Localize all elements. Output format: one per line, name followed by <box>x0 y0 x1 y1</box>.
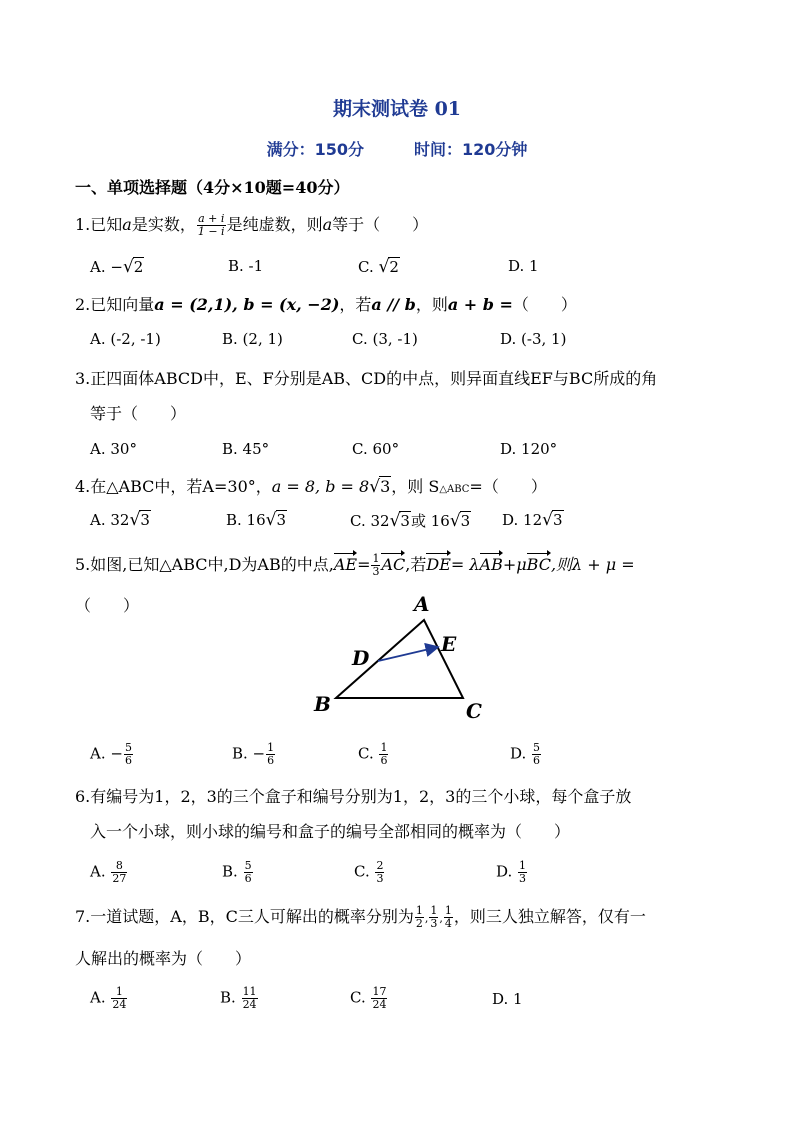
fraction <box>444 905 453 930</box>
numerator: 1 <box>111 986 127 999</box>
opt-label: A. 32 <box>90 511 130 529</box>
radicand: 3 <box>552 511 563 529</box>
subscript: △ABC <box>439 484 470 495</box>
opt-label: B. − <box>232 744 266 763</box>
q1-option-a <box>90 257 144 277</box>
exam-info <box>0 137 794 160</box>
math-expr: a // b <box>371 295 416 314</box>
fraction <box>371 986 387 1011</box>
q6-option-a <box>90 860 128 885</box>
question-5-line-2: （ ） <box>75 596 140 615</box>
q-text: 是纯虚数，则 <box>226 215 323 234</box>
opt-label: A. − <box>90 744 123 763</box>
fraction <box>111 860 127 885</box>
denominator: 6 <box>267 754 275 767</box>
opt-label: D. 12 <box>502 511 543 529</box>
numerator: 5 <box>533 741 541 754</box>
numerator: 1 <box>267 741 275 754</box>
q-text: 是实数， <box>131 215 196 234</box>
fraction <box>197 213 226 238</box>
section-heading: 一、单项选择题（4分×10题=40分） <box>75 178 350 197</box>
opt-label: A. <box>90 862 111 881</box>
q-text: 7.一道试题，A，B，C三人可解出的概率分别为 <box>75 907 414 926</box>
fraction <box>124 742 133 767</box>
denominator: 4 <box>444 917 452 930</box>
radicand: 3 <box>460 512 471 530</box>
label-b: B <box>314 692 331 716</box>
opt-label: C. <box>350 988 371 1007</box>
numerator: 1 <box>519 859 527 872</box>
q2-option-a: A. (-2, -1) <box>90 330 161 348</box>
denominator: 6 <box>244 872 252 885</box>
q5-option-b <box>232 742 276 767</box>
q4-option-a <box>90 510 151 530</box>
q6-option-c <box>354 860 385 885</box>
q1-option-d: D. 1 <box>508 257 539 275</box>
numerator: 5 <box>244 859 252 872</box>
fraction <box>242 986 258 1011</box>
q-text: ，则 <box>415 295 448 314</box>
radical-sign: √ <box>122 257 134 277</box>
radical-sign: √ <box>369 477 381 497</box>
q-text: 等于（ ） <box>332 215 429 234</box>
var-a: a <box>322 215 333 234</box>
vector-ae: AE <box>333 555 358 574</box>
numerator: 5 <box>124 741 132 754</box>
q3-option-d: D. 120° <box>500 440 558 458</box>
q-text: ,若 <box>405 555 427 574</box>
question-3-line-1: 3.正四面体ABCD中，E、F分别是AB、CD的中点，则异面直线EF与BC所成的角 <box>75 369 658 388</box>
numerator: 1 <box>430 904 438 917</box>
var-a: a <box>122 215 132 234</box>
denominator: 3 <box>372 565 380 578</box>
math-expr: a = 8, b = 8 <box>271 477 370 496</box>
q-text: 4.在△ABC中，若A=30°， <box>75 477 272 496</box>
opt-label: B. 16 <box>226 511 266 529</box>
q7-option-d: D. 1 <box>492 990 523 1008</box>
math-expr: a = (2,1), b = (x, −2) <box>154 295 340 314</box>
denominator: 6 <box>380 754 388 767</box>
q2-option-d: D. (-3, 1) <box>500 330 567 348</box>
denominator: 24 <box>112 998 127 1011</box>
question-3-line-2: 等于（ ） <box>90 404 187 423</box>
question-7-line-2: 人解出的概率为（ ） <box>75 949 252 968</box>
opt-label: A. <box>90 988 111 1007</box>
numerator: 8 <box>111 860 127 873</box>
question-1 <box>75 212 428 238</box>
label-a: A <box>414 592 430 616</box>
fraction <box>429 905 438 930</box>
radical-sign: √ <box>449 511 461 531</box>
vector-ac: AC <box>381 555 406 574</box>
radical-sign: √ <box>265 510 277 530</box>
numerator: 2 <box>376 859 384 872</box>
q5-option-a <box>90 742 134 767</box>
q2-option-c: C. (3, -1) <box>352 330 418 348</box>
triangle-figure <box>300 585 520 730</box>
radical-sign: √ <box>378 257 390 277</box>
comma: , <box>424 912 429 925</box>
opt-label: C. <box>358 744 379 763</box>
q-text: ，若 <box>339 295 372 314</box>
full-score: 满分：150分 <box>266 140 364 159</box>
q-text: 5.如图,已知△ABC中,D为AB的中点, <box>75 555 334 574</box>
opt-label: B. <box>220 988 241 1007</box>
q1-option-b: B. -1 <box>228 257 264 275</box>
fraction <box>518 860 527 885</box>
fraction <box>379 742 388 767</box>
q5-option-c <box>358 742 389 767</box>
q-text: ,则λ + μ = <box>550 555 635 574</box>
radicand: 3 <box>140 511 150 529</box>
radicand: 2 <box>389 258 399 276</box>
q1-option-c <box>358 257 400 277</box>
numerator: 1 <box>372 552 380 565</box>
denominator: 24 <box>372 998 387 1011</box>
q7-option-b <box>220 986 259 1011</box>
question-6-line-2: 入一个小球，则小球的编号和盒子的编号全部相同的概率为（ ） <box>90 822 571 841</box>
denominator: 6 <box>124 754 132 767</box>
denominator: 27 <box>112 872 127 885</box>
q4-option-c <box>350 510 471 531</box>
fraction <box>532 742 541 767</box>
denominator: 3 <box>430 917 438 930</box>
radical-sign: √ <box>389 511 401 531</box>
vector-bc: BC <box>526 555 551 574</box>
radicand: 3 <box>276 511 287 529</box>
q-text: =（ ） <box>469 477 547 496</box>
fraction <box>415 905 424 930</box>
q-text: 已知向量 <box>90 295 155 314</box>
q-text: 已知 <box>90 215 123 234</box>
comma: , <box>439 912 443 925</box>
q-text: ，则 S <box>391 477 440 496</box>
question-4 <box>75 474 547 497</box>
denominator: 24 <box>242 998 257 1011</box>
opt-label: C. <box>354 862 375 881</box>
math-expr: a + b = <box>447 295 513 314</box>
q4-option-d <box>502 510 564 530</box>
q7-option-c <box>350 986 388 1011</box>
denominator: 2 <box>415 917 423 930</box>
question-7-line-1 <box>75 904 646 930</box>
q-text: （ ） <box>512 295 577 314</box>
q4-option-b <box>226 510 287 530</box>
q3-option-c: C. 60° <box>352 440 400 458</box>
q5-option-d <box>510 742 542 767</box>
fraction <box>371 553 380 578</box>
question-5 <box>75 552 635 578</box>
fraction <box>375 860 384 885</box>
question-2 <box>75 292 577 315</box>
numerator: 1 <box>444 904 452 917</box>
label-d: D <box>352 646 370 670</box>
q3-option-a: A. 30° <box>90 440 137 458</box>
label-c: C <box>466 699 482 723</box>
denominator: 6 <box>533 754 541 767</box>
numerator: 1 <box>380 741 388 754</box>
fraction <box>244 860 253 885</box>
q6-option-b <box>222 860 254 885</box>
numerator: 11 <box>242 985 257 998</box>
q-num: 2. <box>75 295 91 314</box>
question-6-line-1: 6.有编号为1，2，3的三个盒子和编号分别为1，2，3的三个小球，每个盒子放 <box>75 787 632 806</box>
opt-label: B. <box>222 862 243 881</box>
vector-ab: AB <box>479 555 503 574</box>
opt-label: 或 16 <box>410 512 450 530</box>
vector-de: DE <box>426 555 451 574</box>
exam-time: 时间：120分钟 <box>414 140 528 159</box>
radicand: 3 <box>400 512 410 530</box>
q-text: +μ <box>502 555 527 574</box>
radical-sign: √ <box>129 510 141 530</box>
q-text: = λ <box>450 555 480 574</box>
opt-label: C. <box>358 258 379 276</box>
q-text: ，则三人独立解答，仅有一 <box>453 907 646 926</box>
denominator: 1 − i <box>197 225 225 238</box>
q6-option-d <box>496 860 528 885</box>
radicand: 3 <box>380 477 391 496</box>
q3-option-b: B. 45° <box>222 440 270 458</box>
denominator: 3 <box>376 872 384 885</box>
page-title: 期末测试卷 01 <box>332 98 462 120</box>
q2-option-b: B. (2, 1) <box>222 330 283 348</box>
fraction <box>266 742 275 767</box>
q-num: 1. <box>75 215 91 234</box>
opt-label: C. 32 <box>350 512 390 530</box>
numerator: a + i <box>198 212 225 225</box>
numerator: 1 <box>415 904 423 917</box>
opt-label: A. − <box>90 258 123 276</box>
radicand: 2 <box>133 258 144 276</box>
q7-option-a <box>90 986 128 1011</box>
opt-label: D. <box>510 744 532 763</box>
fraction <box>111 986 127 1011</box>
opt-label: D. <box>496 862 518 881</box>
q-text: = <box>357 555 371 574</box>
label-e: E <box>441 632 457 656</box>
radical-sign: √ <box>542 510 553 530</box>
denominator: 3 <box>519 872 527 885</box>
numerator: 17 <box>372 985 387 998</box>
